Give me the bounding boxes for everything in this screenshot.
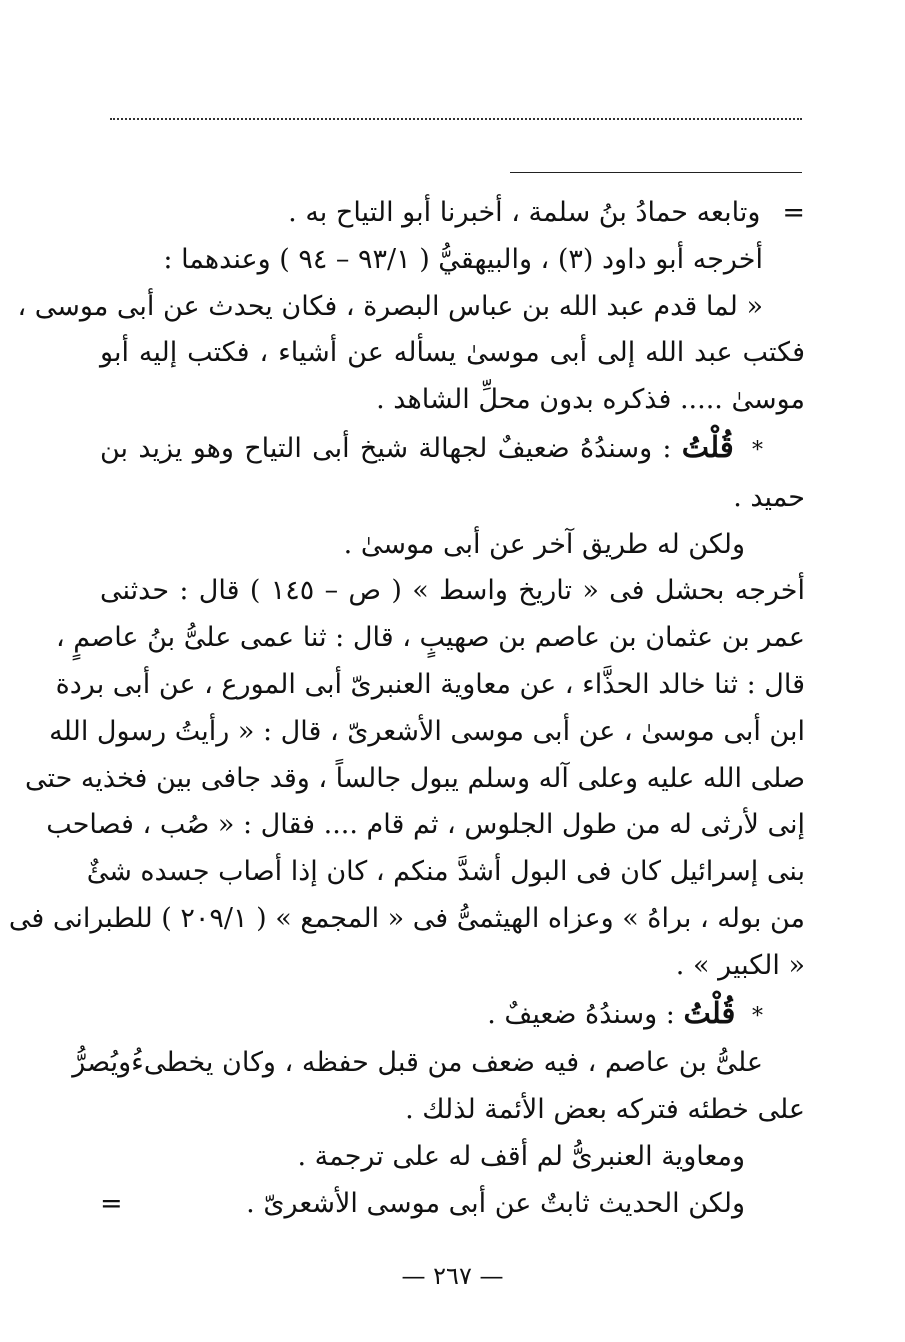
footnote-separator-rule xyxy=(510,172,802,173)
qultu-heading: قُلْتُ xyxy=(683,995,736,1030)
text-line: ولكن له طريق آخر عن أبى موسىٰ . xyxy=(343,528,745,560)
text-line: أخرجه أبو داود (٣) ، والبيهقيُّ ( ٩٣/١ – ٩٤ ) وعندهما : xyxy=(163,243,763,275)
text-line: من بوله ، براهُ » وعزاه الهيثمىُّ فى « المجمع » ( ٢٠٩/١ ) للطبرانى فى xyxy=(8,902,805,934)
text-line: إنى لأرثى له من طول الجلوس ، ثم قام .... فقال : « صُب ، فصاحب xyxy=(46,809,805,841)
asterisk-mark: * xyxy=(752,437,763,463)
text-line: عمر بن عثمان بن عاصم بن صهيبٍ ، قال : ثنا عمى علىُّ بنُ عاصمٍ ، xyxy=(56,622,805,654)
text-line: ومعاوية العنبرىُّ لم أقف له على ترجمة . xyxy=(297,1140,745,1172)
text-line: * قُلْتُ : وسندُهُ ضعيفٌ . xyxy=(487,995,763,1030)
footnote-text-block xyxy=(8,190,805,1228)
text-line: * قُلْتُ : وسندُهُ ضعيفٌ لجهالة شيخ أبى التياح وهو يزيد بن xyxy=(100,429,763,464)
text-line: صلى الله عليه وعلى آله وسلم يبول جالساً ، وقد جافى بين فخذيه حتى xyxy=(24,762,805,794)
continuation-mark: = xyxy=(100,1187,123,1219)
qultu-heading: قُلْتُ xyxy=(681,429,734,464)
text-line: « الكبير » . xyxy=(675,949,805,981)
text-line: ولكن الحديث ثابتٌ عن أبى موسى الأشعرىّ . = xyxy=(100,1181,805,1228)
text-line: قال : ثنا خالد الحذَّاء ، عن معاوية العنبرىّ أبى المورع ، عن أبى بردة xyxy=(55,668,805,700)
text-line: حميد . xyxy=(733,481,805,513)
text-line: موسىٰ ..... فذكره بدون محلِّ الشاهد . xyxy=(376,384,805,416)
text-line: أخرجه بحشل فى « تاريخ واسط » ( ص – ١٤٥ ) قال : حدثنى xyxy=(100,575,805,607)
text-line: « لما قدم عبد الله بن عباس البصرة ، فكان يحدث عن أبى موسى ، xyxy=(17,290,763,322)
asterisk-mark: * xyxy=(752,1003,763,1029)
text-line: فكتب عبد الله إلى أبى موسىٰ يسأله عن أشياء ، فكتب إليه أبو xyxy=(100,337,805,369)
page-number: — ٢٦٧ — xyxy=(401,1262,504,1290)
text-line: ابن أبى موسىٰ ، عن أبى موسى الأشعرىّ ، قال : « رأيتُ رسول الله xyxy=(49,715,805,747)
text-line: علىُّ بن عاصم ، فيه ضعف من قبل حفظه ، وكان يخطىءُويُصرُّ xyxy=(72,1047,763,1079)
text-line: بنى إسرائيل كان فى البول أشدَّ منكم ، كان إذا أصاب جسده شئٌ xyxy=(86,856,805,888)
header-dotted-rule xyxy=(110,118,802,120)
continuation-mark: = xyxy=(782,197,805,228)
text-line: على خطئه فتركه بعض الأئمة لذلك . xyxy=(405,1094,805,1126)
text-line: =وتابعه حمادُ بنُ سلمة ، أخبرنا أبو التياح به . xyxy=(288,197,805,228)
